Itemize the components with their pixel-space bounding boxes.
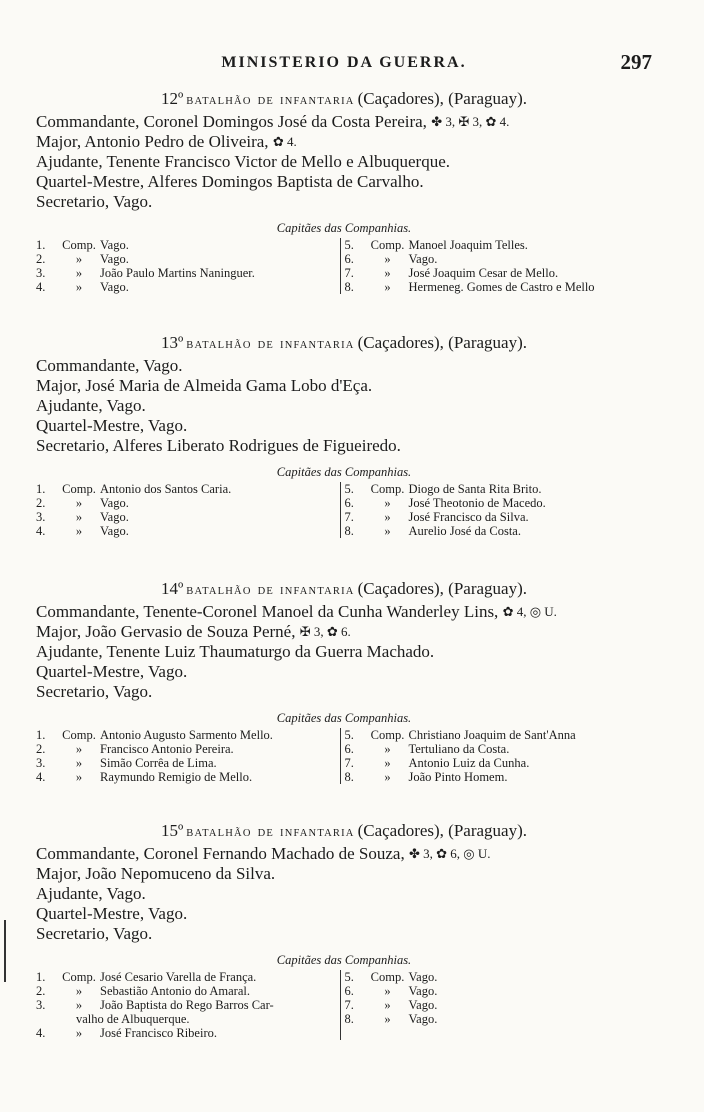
company-row: [36, 998, 340, 1012]
officer-text: Commandante, Coronel Domingos José da Costa Pereira,: [36, 112, 427, 131]
company-label: »: [384, 252, 391, 266]
company-row: [36, 238, 340, 252]
company-number: 1.: [36, 970, 46, 984]
company-row: [36, 770, 340, 784]
officer-line: [36, 642, 652, 662]
company-label: Comp.: [62, 238, 96, 252]
officer-line: [36, 864, 652, 884]
company-number: 5.: [344, 482, 354, 496]
company-number: 7.: [344, 510, 354, 524]
company-row: [36, 496, 340, 510]
company-label: Comp.: [62, 482, 96, 496]
officer-line: [36, 396, 652, 416]
company-number: 7.: [344, 266, 354, 280]
officer-text: Major, João Nepomuceno da Silva.: [36, 864, 276, 883]
captain-name: José Francisco da Silva.: [408, 510, 529, 524]
company-label: »: [75, 524, 83, 538]
battalion-15: [36, 818, 652, 1040]
captain-name: Vago.: [100, 238, 129, 252]
battalion-word: BATALHÃO: [186, 586, 252, 597]
company-row: [345, 970, 653, 984]
company-label: Comp.: [62, 728, 96, 742]
company-number: 3.: [36, 266, 46, 280]
company-number: 5.: [344, 970, 354, 984]
officer-line: [36, 416, 652, 436]
running-head: [36, 50, 652, 78]
margin-rule: [4, 920, 6, 982]
captain-name: José Joaquim Cesar de Mello.: [408, 266, 559, 280]
officer-text: Quartel-Mestre, Vago.: [36, 416, 188, 435]
company-label: »: [75, 998, 83, 1012]
captain-name: Christiano Joaquim de Sant'Anna: [408, 728, 576, 742]
battalion-heading: [36, 818, 652, 844]
company-label: »: [75, 510, 83, 524]
company-number: 6.: [344, 984, 354, 998]
company-row: [345, 496, 653, 510]
officer-text: Ajudante, Tenente Francisco Victor de Mello e Albuquerque.: [36, 152, 451, 171]
captain-name: Francisco Antonio Pereira.: [100, 742, 234, 756]
running-title: MINISTERIO DA GUERRA.: [221, 54, 467, 71]
de-word: DE: [257, 828, 275, 839]
battalion-word: BATALHÃO: [186, 828, 252, 839]
officer-text: Ajudante, Vago.: [36, 396, 146, 415]
officer-line: [36, 844, 652, 864]
company-row: [36, 742, 340, 756]
officer-text: Commandante, Vago.: [36, 356, 183, 375]
decoration-marks: ✿ 4.: [272, 134, 297, 149]
captain-name: José Theotonio de Macedo.: [408, 496, 546, 510]
captain-name: João Pinto Homem.: [408, 770, 508, 784]
battalion-number: 14º: [160, 579, 184, 598]
officer-line: [36, 436, 652, 456]
company-number: 3.: [36, 998, 46, 1012]
de-word: DE: [257, 340, 275, 351]
infantry-word: INFANTARIA: [280, 586, 355, 597]
captain-name: Vago.: [100, 510, 129, 524]
officer-line: [36, 152, 652, 172]
company-number: 6.: [344, 742, 354, 756]
battalion-suffix: (Caçadores), (Paraguay).: [357, 333, 528, 352]
captains-title: Capitães das Companhias.: [276, 465, 412, 479]
company-number: 5.: [344, 728, 354, 742]
company-label: »: [75, 496, 83, 510]
officer-text: Ajudante, Vago.: [36, 884, 146, 903]
captain-name: João Baptista do Rego Barros Car-: [100, 998, 274, 1012]
company-row: [36, 482, 340, 496]
company-number: 7.: [344, 998, 354, 1012]
decoration-marks: ✤ 3, ✠ 3, ✿ 4.: [431, 114, 510, 129]
captain-name: Diogo de Santa Rita Brito.: [408, 482, 542, 496]
officer-text: Ajudante, Tenente Luiz Thaumaturgo da Guerra Machado.: [36, 642, 435, 661]
officer-line: [36, 924, 652, 944]
officer-line: [36, 602, 652, 622]
company-row: [345, 770, 653, 784]
company-row: [36, 280, 340, 294]
company-label: »: [75, 742, 83, 756]
company-label: »: [75, 756, 83, 770]
company-label: »: [75, 280, 83, 294]
company-label: »: [384, 524, 391, 538]
officer-line: [36, 192, 652, 212]
company-label: »: [384, 756, 391, 770]
officer-line: [36, 132, 652, 152]
battalion-heading: [36, 576, 652, 602]
company-number: 4.: [36, 1026, 46, 1040]
de-word: DE: [257, 586, 275, 597]
captain-name: Raymundo Remigio de Mello.: [100, 770, 253, 784]
captain-name: Sebastião Antonio do Amaral.: [100, 984, 250, 998]
captain-name: João Paulo Martins Naninguer.: [100, 266, 255, 280]
company-row: [36, 728, 340, 742]
company-label: Comp.: [370, 482, 405, 496]
company-row: [36, 252, 340, 266]
companies-column-left: [36, 728, 340, 784]
company-label: »: [75, 1026, 83, 1040]
officer-text: Secretario, Vago.: [36, 682, 153, 701]
company-row: [345, 266, 653, 280]
officer-line: [36, 112, 652, 132]
company-number: 3.: [36, 756, 46, 770]
company-number: 8.: [344, 524, 354, 538]
officer-text: Quartel-Mestre, Vago.: [36, 904, 188, 923]
company-row: [36, 756, 340, 770]
battalion-number: 15º: [160, 821, 184, 840]
company-label: »: [384, 742, 391, 756]
company-row: [345, 238, 653, 252]
captain-name: Vago.: [100, 280, 129, 294]
company-label: Comp.: [370, 970, 405, 984]
company-row: [36, 510, 340, 524]
captain-name: Vago.: [408, 998, 438, 1012]
company-number: 8.: [344, 280, 354, 294]
captain-name: Vago.: [408, 984, 438, 998]
officer-text: Major, Antonio Pedro de Oliveira,: [36, 132, 269, 151]
officer-line: [36, 376, 652, 396]
infantry-word: INFANTARIA: [280, 340, 355, 351]
officer-text: Commandante, Tenente-Coronel Manoel da Cunha Wanderley Lins,: [36, 602, 499, 621]
battalion-suffix: (Caçadores), (Paraguay).: [357, 579, 528, 598]
company-label: »: [75, 252, 83, 266]
company-label: »: [75, 984, 83, 998]
company-row: [345, 524, 653, 538]
officer-line: [36, 662, 652, 682]
company-number: 4.: [36, 524, 46, 538]
companies-table: [36, 970, 652, 1040]
companies-column-right: [340, 728, 653, 784]
company-row: [36, 524, 340, 538]
company-number: 2.: [36, 984, 46, 998]
officer-line: [36, 884, 652, 904]
captain-name: Vago.: [408, 252, 438, 266]
captain-name: José Francisco Ribeiro.: [100, 1026, 217, 1040]
officer-text: Secretario, Vago.: [36, 192, 153, 211]
decoration-marks: ✤ 3, ✿ 6, ◎ U.: [408, 846, 491, 861]
company-label: »: [75, 266, 83, 280]
captain-name: Manoel Joaquim Telles.: [408, 238, 528, 252]
company-label: »: [384, 998, 391, 1012]
companies-column-left: [36, 970, 340, 1040]
company-row: [345, 482, 653, 496]
captain-name: Aurelio José da Costa.: [408, 524, 521, 538]
battalion-heading: [36, 86, 652, 112]
company-label: »: [384, 1012, 391, 1026]
company-row: [345, 728, 653, 742]
companies-column-right: [340, 482, 653, 538]
company-number: 3.: [36, 510, 46, 524]
company-row: [36, 1012, 340, 1026]
officer-line: [36, 622, 652, 642]
company-number: 1.: [36, 728, 46, 742]
company-number: 1.: [36, 482, 46, 496]
captain-name: Simão Corrêa de Lima.: [100, 756, 217, 770]
officer-text: Secretario, Vago.: [36, 924, 153, 943]
battalion-14: [36, 576, 652, 784]
companies-column-right: [340, 238, 653, 294]
officer-line: [36, 682, 652, 702]
captains-title: Capitães das Companhias.: [276, 953, 412, 967]
captain-name: Antonio Luiz da Cunha.: [408, 756, 530, 770]
company-row: [36, 984, 340, 998]
de-word: DE: [257, 96, 275, 107]
company-row: [345, 756, 653, 770]
battalion-word: BATALHÃO: [186, 340, 252, 351]
officer-text: Major, José Maria de Almeida Gama Lobo d'Eça.: [36, 376, 373, 395]
company-label: »: [384, 984, 391, 998]
captain-name: valho de Albuquerque.: [76, 1012, 190, 1026]
company-label: »: [384, 266, 391, 280]
captain-name: Vago.: [408, 970, 438, 984]
officer-text: Major, João Gervasio de Souza Perné,: [36, 622, 296, 641]
battalion-12: [36, 86, 652, 294]
captains-title: Capitães das Companhias.: [276, 711, 412, 725]
company-row: [345, 280, 653, 294]
company-row: [345, 984, 653, 998]
company-row: [345, 742, 653, 756]
captain-name: Hermeneg. Gomes de Castro e Mello: [408, 280, 595, 294]
decoration-marks: ✠ 3, ✿ 6.: [299, 624, 351, 639]
company-row: [36, 970, 340, 984]
companies-column-left: [36, 238, 340, 294]
companies-table: [36, 238, 652, 294]
officer-line: [36, 172, 652, 192]
company-row: [345, 252, 653, 266]
captain-name: Tertuliano da Costa.: [408, 742, 510, 756]
company-label: »: [384, 280, 391, 294]
company-label: Comp.: [370, 728, 405, 742]
battalion-13: [36, 330, 652, 538]
company-row: [345, 998, 653, 1012]
company-number: 2.: [36, 742, 46, 756]
company-label: Comp.: [62, 970, 96, 984]
battalion-heading: [36, 330, 652, 356]
captain-name: Antonio Augusto Sarmento Mello.: [100, 728, 273, 742]
infantry-word: INFANTARIA: [280, 828, 355, 839]
infantry-word: INFANTARIA: [280, 96, 355, 107]
company-label: »: [75, 770, 83, 784]
company-number: 7.: [344, 756, 354, 770]
page-number: 297: [620, 50, 652, 74]
companies-table: [36, 728, 652, 784]
company-number: 4.: [36, 770, 46, 784]
battalion-suffix: (Caçadores), (Paraguay).: [357, 89, 528, 108]
company-number: 2.: [36, 252, 46, 266]
captains-title: Capitães das Companhias.: [276, 221, 412, 235]
battalion-word: BATALHÃO: [186, 96, 252, 107]
captain-name: Vago.: [408, 1012, 438, 1026]
captain-name: Vago.: [100, 252, 129, 266]
company-row: [345, 510, 653, 524]
companies-table: [36, 482, 652, 538]
company-number: 5.: [344, 238, 354, 252]
company-number: 2.: [36, 496, 46, 510]
battalion-number: 13º: [160, 333, 184, 352]
company-label: Comp.: [370, 238, 405, 252]
officer-text: Commandante, Coronel Fernando Machado de Souza,: [36, 844, 405, 863]
company-row: [345, 1012, 653, 1026]
company-number: 6.: [344, 496, 354, 510]
captain-name: José Cesario Varella de França.: [100, 970, 257, 984]
company-number: 8.: [344, 1012, 354, 1026]
battalion-number: 12º: [160, 89, 184, 108]
officer-line: [36, 904, 652, 924]
battalion-suffix: (Caçadores), (Paraguay).: [357, 821, 528, 840]
officer-line: [36, 356, 652, 376]
decoration-marks: ✿ 4, ◎ U.: [502, 604, 557, 619]
officer-text: Secretario, Alferes Liberato Rodrigues de Figueiredo.: [36, 436, 401, 455]
captain-name: Vago.: [100, 496, 129, 510]
company-number: 4.: [36, 280, 46, 294]
company-number: 6.: [344, 252, 354, 266]
company-label: »: [384, 510, 391, 524]
captain-name: Vago.: [100, 524, 129, 538]
companies-column-left: [36, 482, 340, 538]
company-number: 1.: [36, 238, 46, 252]
officer-text: Quartel-Mestre, Alferes Domingos Baptista de Carvalho.: [36, 172, 424, 191]
company-row: [36, 266, 340, 280]
companies-column-right: [340, 970, 653, 1040]
company-label: »: [384, 496, 391, 510]
captain-name: Antonio dos Santos Caria.: [100, 482, 232, 496]
company-label: »: [384, 770, 391, 784]
officer-text: Quartel-Mestre, Vago.: [36, 662, 188, 681]
company-number: 8.: [344, 770, 354, 784]
company-row: [36, 1026, 340, 1040]
